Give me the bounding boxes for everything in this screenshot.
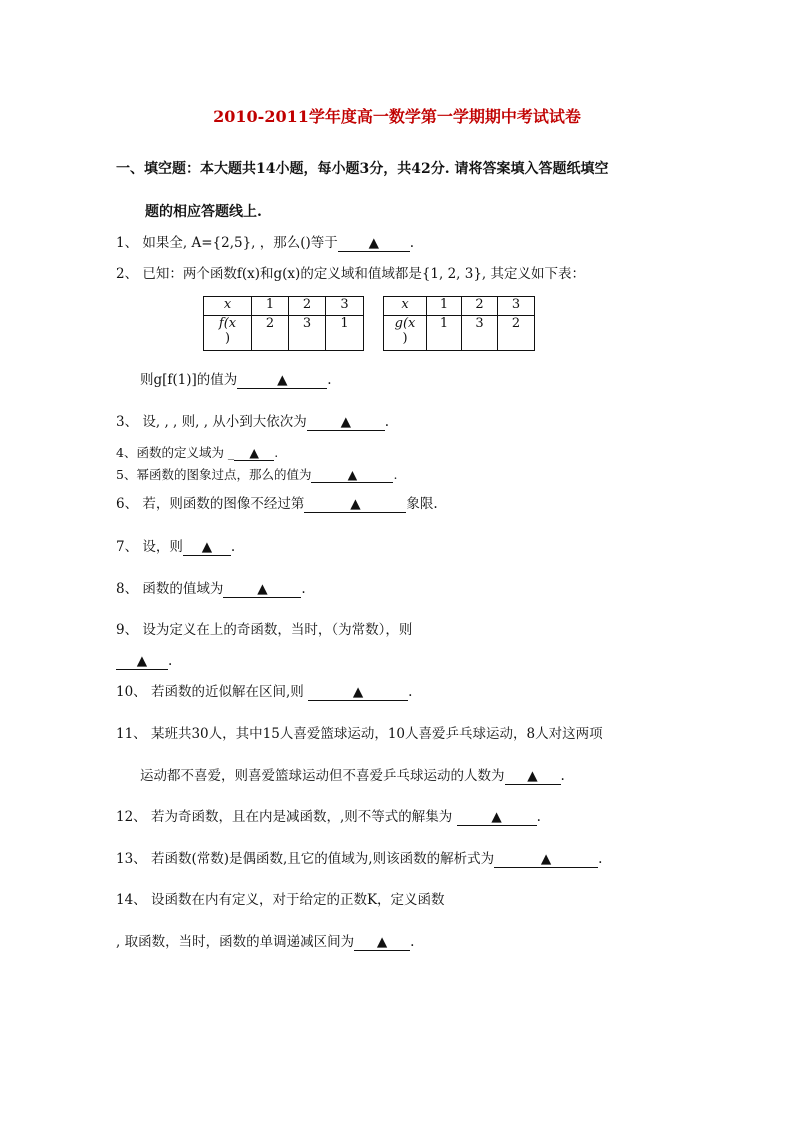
answer-blank[interactable] [505,769,561,785]
question-text: 则g[f(1)]的值为 [140,372,238,388]
table-cell: 1 [427,297,462,316]
question-text: 11、 某班共30人，其中15人喜爱篮球运动，10人喜爱乒乓球运动，8人对这两项 [116,726,603,742]
row-label: g(x [394,316,416,331]
answer-blank[interactable] [223,582,301,598]
question-11-line2 [140,767,565,785]
table-cell: 1 [326,316,364,351]
question-end: . [327,372,332,388]
question-9 [116,621,412,639]
triangle-icon: ▲ [249,445,259,460]
question-2-followup [140,371,332,389]
triangle-icon: ▲ [136,653,148,669]
triangle-icon: ▲ [352,684,364,700]
answer-blank[interactable] [307,415,385,431]
question-end: . [560,768,565,784]
question-13 [116,850,602,868]
table-g [383,296,535,351]
answer-blank[interactable] [311,467,393,483]
table-cell: 3 [462,316,498,351]
table-cell: x [384,297,427,316]
question-7 [116,538,235,556]
table-cell: 1 [427,316,462,351]
table-cell: x [204,297,252,316]
question-text: 13、 若函数(常数)是偶函数,且它的值域为,则该函数的解析式为 [116,851,495,867]
question-end: . [408,684,413,700]
section-heading-line2: 题的相应答题线上. [145,204,262,220]
question-text: 12、 若为奇函数，且在内是减函数，,则不等式的解集为 [116,809,453,825]
answer-blank[interactable] [183,540,231,556]
question-end: . [393,467,398,482]
answer-blank[interactable] [338,236,410,252]
question-text: 运动都不喜爱，则喜爱篮球运动但不喜爱乒乓球运动的人数为 [140,768,505,784]
table-cell: 2 [252,316,289,351]
section-heading-line1: 一、填空题：本大题共14小题，每小题3分，共42分. 请将答案填入答题纸填空 [116,161,609,177]
table-cell: 2 [289,297,326,316]
answer-blank[interactable] [308,685,408,701]
row-label: ) [402,331,408,346]
question-14-line2 [116,933,414,951]
triangle-icon: ▲ [540,851,552,867]
triangle-icon: ▲ [201,539,213,555]
row-label: f(x [218,316,237,331]
question-6 [116,495,438,513]
question-text: 3、 设, , , 则, , 从小到大依次为 [116,414,307,430]
triangle-icon: ▲ [347,467,358,482]
answer-blank[interactable] [237,373,327,389]
question-text: 14、 设函数在内有定义，对于给定的正数K，定义函数 [116,892,445,908]
question-text: 1、 如果全, A={2,5}, ，那么()等于 [116,235,338,251]
answer-blank[interactable] [116,654,168,670]
question-text: , 取函数，当时，函数的单调递减区间为 [116,934,355,950]
question-12 [116,808,541,826]
triangle-icon: ▲ [491,809,502,825]
triangle-icon: ▲ [376,934,388,950]
answer-blank[interactable] [234,445,274,461]
question-end: . [410,934,415,950]
question-end: 象限. [406,496,438,512]
question-9-blank-line [116,652,172,670]
table-cell [204,316,252,351]
triangle-icon: ▲ [340,414,351,430]
table-cell: 2 [462,297,498,316]
triangle-icon: ▲ [368,235,379,251]
table-cell: 3 [326,297,364,316]
table-cell [384,316,427,351]
question-text: 5、幂函数的图象过点，那么的值为 [116,467,312,482]
table-cell: 1 [252,297,289,316]
triangle-icon: ▲ [527,768,538,784]
question-text: 4、函数的定义域为 _ [116,445,235,460]
question-end: . [301,581,306,597]
question-text: 8、 函数的值域为 [116,581,224,597]
question-4 [116,444,278,462]
question-5 [116,466,397,484]
question-end: . [230,539,236,555]
answer-blank[interactable] [494,852,598,868]
question-14 [116,891,445,909]
question-text: 6、 若，则函数的图像不经过第 [116,496,305,512]
question-text: 10、 若函数的近似解在区间,则 [116,684,304,700]
answer-blank[interactable] [304,497,406,513]
question-end: . [168,653,173,669]
exam-title: 2010-2011学年度高一数学第一学期期中考试试卷 [213,107,581,126]
question-3 [116,413,389,431]
question-10 [116,683,412,701]
question-end: . [384,414,390,430]
table-cell: 3 [289,316,326,351]
triangle-icon: ▲ [257,581,268,597]
row-label: ) [224,331,231,346]
question-end: . [274,445,279,460]
question-text: 9、 设为定义在上的奇函数，当时，（为常数），则 [116,622,413,638]
question-2 [116,265,585,283]
question-1 [116,234,414,252]
question-11 [116,725,603,743]
table-f [203,296,364,351]
answer-blank[interactable] [354,935,410,951]
table-cell: 3 [498,297,535,316]
question-end: . [409,235,415,251]
triangle-icon: ▲ [277,372,288,388]
answer-blank[interactable] [457,810,537,826]
question-end: . [536,809,541,825]
question-8 [116,580,306,598]
question-end: . [598,851,603,867]
question-text: 2、 已知：两个函数f(x)和g(x)的定义域和值域都是{1, 2, 3}, 其定义如下表： [116,266,586,282]
table-cell: 2 [498,316,535,351]
question-text: 7、 设，则 [116,539,183,555]
triangle-icon: ▲ [350,496,361,512]
